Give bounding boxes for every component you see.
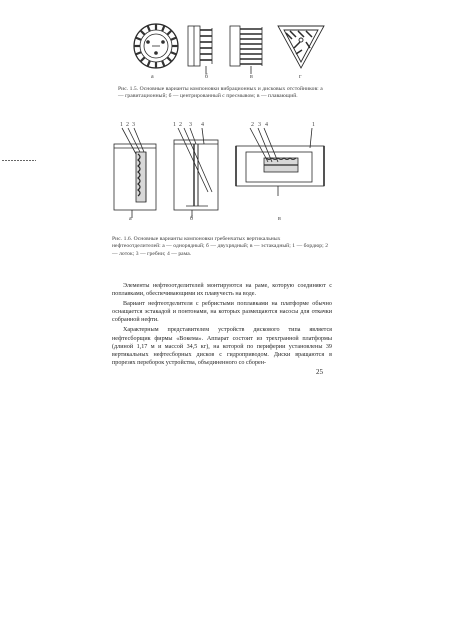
scheme-v: [236, 128, 324, 196]
fig-mid-label-v: в: [278, 216, 281, 222]
fig-mid-callout-v1: 1: [312, 122, 315, 128]
margin-mark: [2, 160, 36, 161]
body-text: [112, 282, 332, 367]
fig-mid-label-b: б: [190, 216, 194, 222]
paragraph: Характерным представителем устройств дискового типа является нефтесборщик фирмы «Вокема». Аппарат состоит из трехгранной платформы (длиной 1,17 м и массой 34,5 кг), на которой по периферии установлены 39 вертикальных нефтесборных дисков с гидроприводом. Диски вращаются в прорезях переборок устройства, объединенного со сборен-: [112, 327, 332, 366]
fig-mid-callout-b2: 2: [179, 122, 182, 128]
fig-mid-callout-v3: 3: [258, 122, 261, 128]
fig-mid-label-a: а: [129, 216, 132, 222]
paragraph: Элементы нефтеоотделителей монтируются на раме, которую соединяют с поплавками, обеспечивающими их плавучесть на воде.: [112, 283, 332, 298]
scheme-a: [114, 128, 156, 218]
figure-top-drawings: [118, 22, 328, 80]
fig-mid-callout-v4: 4: [265, 122, 268, 128]
figure-top-caption: Рис. 1.5. Основные варианты компоновки вибрационных и дисковых отстойников: а — гравитационный; б — центрированный с пресмывом; в — плавающий.: [118, 86, 323, 100]
fig-mid-callout-a1: 1: [120, 122, 123, 128]
drawing-b: [188, 26, 212, 74]
drawing-a: [134, 24, 178, 68]
fig-mid-callout-v2: 2: [251, 122, 254, 128]
fig-mid-callout-a2: 2: [126, 122, 129, 128]
fig-mid-callout-b1: 1: [173, 122, 176, 128]
figure-middle-caption: Рис. 1.6. Основные варианты компоновки гребенчатых вертикальных нефтеоотделителей: а — однорядный; б — двухрядный; в — эстакадный; 1 — бордюр; 2 — лоток; 3 — гребни; 4 — рама.: [112, 236, 329, 257]
paragraph: Вариант нефтеотделителя с ребристыми поплавками на платформе обычно оснащается эстакадой и понтонами, на которых размещаются насосы для откачки собранной нефти.: [112, 301, 332, 324]
fig-mid-callout-a3: 3: [132, 122, 135, 128]
fig-mid-callout-b4: 4: [201, 122, 204, 128]
fig-mid-callout-b3: 3: [189, 122, 192, 128]
figure-middle-drawings: [112, 122, 326, 222]
fig-top-label-v: в: [250, 74, 253, 80]
fig-top-label-a: а: [151, 74, 154, 80]
scheme-b: [174, 128, 218, 218]
fig-top-label-g: г: [299, 74, 302, 80]
page-number: 25: [316, 368, 323, 376]
drawing-v: [230, 26, 262, 74]
drawing-g: [278, 26, 324, 68]
fig-top-label-b: б: [205, 74, 209, 80]
